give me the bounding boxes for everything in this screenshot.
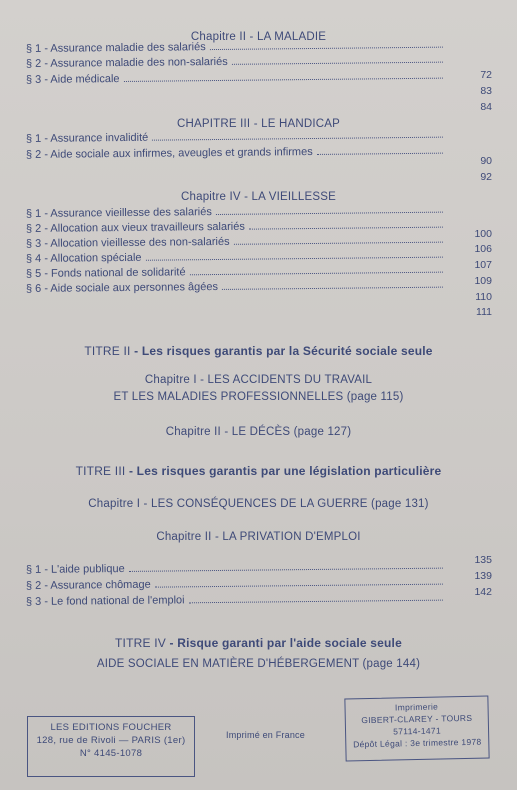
titre-3-page-3: 142 <box>474 586 492 598</box>
chapter-2-page-2: 83 <box>480 85 492 97</box>
chapter-4-entry-1: § 1 - Assurance vieillesse des salariés <box>26 202 446 220</box>
chapter-4-entry-3: § 3 - Allocation vieillesse des non-salariés <box>26 232 446 250</box>
chapter-4-page-6: 111 <box>476 306 492 318</box>
publisher-address: 128, rue de Rivoli — PARIS (1er) <box>36 735 186 746</box>
titre-3-entry-3: § 3 - Le fond national de l'emploi <box>26 590 446 608</box>
titre-3-heading: TITRE III - Les risques garantis par une législation particulière <box>75 464 442 478</box>
chapter-4-page-5: 110 <box>475 291 492 303</box>
chapter-4-entry-2: § 2 - Allocation aux vieux travailleurs salariés <box>26 217 446 235</box>
legal-deposit: Dépôt Légal : 3e trimestre 1978 <box>353 736 482 750</box>
publisher-name: LES EDITIONS FOUCHER <box>50 722 172 733</box>
chapter-2-title: Chapitre II - LA MALADIE <box>190 31 327 43</box>
titre-2-chapter-1-line-1: Chapitre I - LES ACCIDENTS DU TRAVAIL <box>144 374 373 386</box>
chapter-4-page-4: 109 <box>474 275 492 287</box>
chapter-3-title: CHAPITRE III - LE HANDICAP <box>176 118 341 130</box>
titre-3-page-2: 139 <box>474 570 492 582</box>
titre-2-heading: TITRE II - Les risques garantis par la Sécurité sociale seule <box>84 344 433 358</box>
printed-in-france: Imprimé en France <box>226 730 305 740</box>
titre-3-chapter-2: Chapitre II - LA PRIVATION D'EMPLOI <box>156 531 361 543</box>
chapter-4-entry-5: § 5 - Fonds national de solidarité <box>26 262 446 280</box>
chapter-4-entry-4: § 4 - Allocation spéciale <box>26 247 446 265</box>
titre-3-chapter-1: Chapitre I - LES CONSÉQUENCES DE LA GUERRE (page 131) <box>88 498 429 510</box>
chapter-3-entry-1: § 1 - Assurance invalidité <box>26 127 446 145</box>
titre-3-page-1: 135 <box>474 554 492 566</box>
chapter-4-page-3: 107 <box>474 259 492 271</box>
chapter-4-entry-6: § 6 - Aide sociale aux personnes âgées <box>26 277 446 295</box>
titre-3-entry-1: § 1 - L'aide publique <box>26 558 446 576</box>
printer-number: 57114-1471 <box>393 725 442 737</box>
publisher-box <box>27 716 195 777</box>
chapter-3-page-1: 90 <box>480 155 492 167</box>
chapter-3-page-2: 92 <box>480 171 492 183</box>
titre-4-line: AIDE SOCIALE EN MATIÈRE D'HÉBERGEMENT (page 144) <box>96 658 421 670</box>
titre-4-heading: TITRE IV - Risque garanti par l'aide sociale seule <box>115 636 402 650</box>
publisher-number: N° 4145-1078 <box>79 748 143 759</box>
chapter-2-entry-1: § 1 - Assurance maladie des salariés <box>26 37 446 55</box>
chapter-2-entry-3: § 3 - Aide médicale <box>26 68 446 86</box>
chapter-4-page-1: 100 <box>474 228 492 240</box>
chapter-2-entry-2: § 2 - Assurance maladie des non-salariés <box>26 52 446 70</box>
chapter-4-page-2: 106 <box>474 243 492 255</box>
titre-2-chapter-1-line-2: ET LES MALADIES PROFESSIONNELLES (page 115) <box>113 391 404 403</box>
printer-name: GIBERT-CLAREY - TOURS <box>361 712 473 726</box>
printer-box <box>344 695 489 761</box>
titre-2-chapter-2: Chapitre II - LE DÉCÈS (page 127) <box>165 426 352 438</box>
printer-label: Imprimerie <box>394 701 439 713</box>
chapter-3-entry-2: § 2 - Aide sociale aux infirmes, aveugles et grands infirmes <box>26 143 446 161</box>
chapter-4-title: Chapitre IV - LA VIEILLESSE <box>181 191 336 203</box>
chapter-2-page-3: 84 <box>480 101 492 113</box>
chapter-2-page-1: 72 <box>480 69 492 81</box>
titre-3-entry-2: § 2 - Assurance chômage <box>26 574 446 592</box>
